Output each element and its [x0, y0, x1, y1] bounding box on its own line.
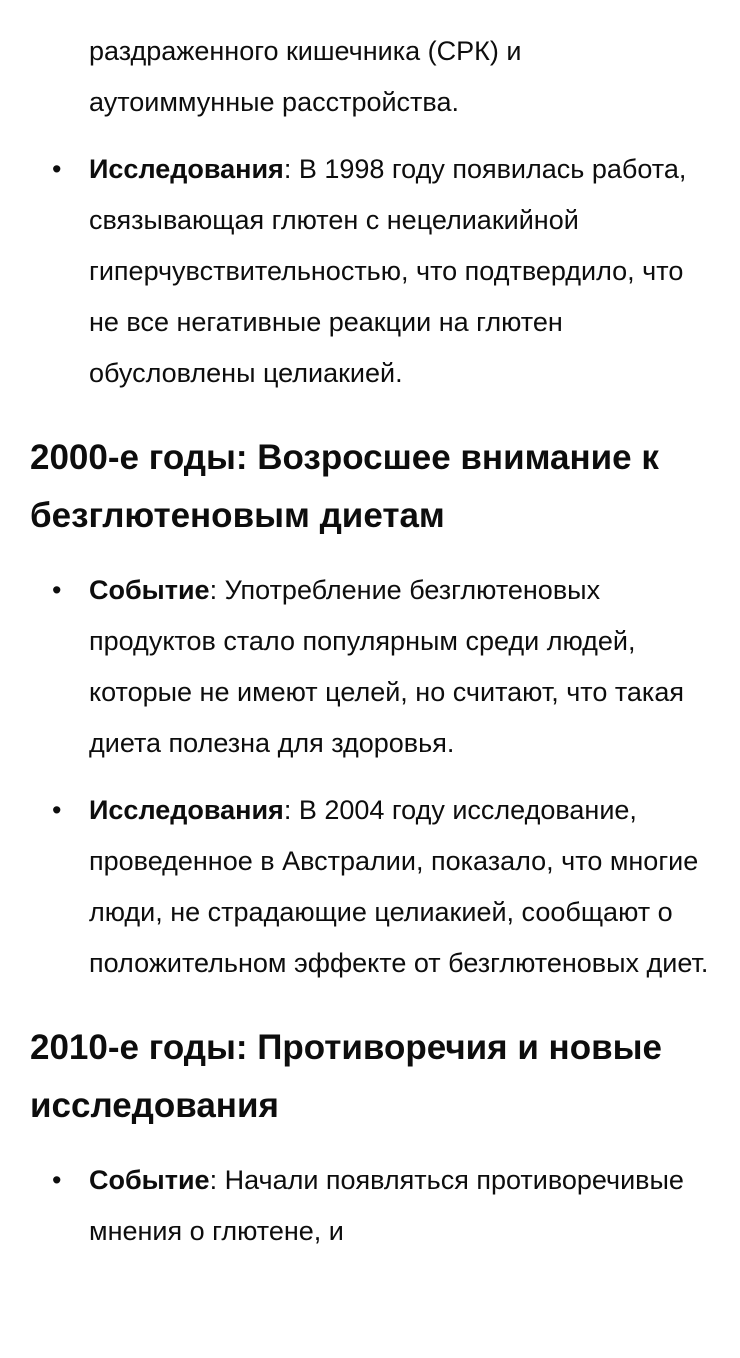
list-item-research-1998: [0, 144, 740, 399]
list-item-research-2004: [0, 785, 740, 989]
article-content: [0, 26, 740, 1273]
item-term: Исследования: [89, 154, 284, 184]
list-item-event-2010s: [0, 1155, 740, 1257]
bullet-list-2000s: [0, 565, 740, 989]
item-term: Событие: [89, 1165, 210, 1195]
section-heading-2010s: 2010-е годы: Противоречия и новые исследования: [30, 1028, 662, 1125]
item-term: Исследования: [89, 795, 284, 825]
bullet-icon: •: [52, 1165, 62, 1195]
item-term: Событие: [89, 575, 210, 605]
bullet-list-2010s: [0, 1155, 740, 1257]
bullet-icon: •: [52, 795, 62, 825]
section-heading-2000s: 2000-е годы: Возросшее внимание к безглютеновым диетам: [30, 438, 659, 535]
bullet-icon: •: [52, 575, 62, 605]
list-item-event-2000s: [0, 565, 740, 769]
item-text: : Начали появляться противоречивые мнения о глютене, и: [89, 1165, 684, 1246]
item-text: : В 1998 году появилась работа, связывающая глютен с нецелиакийной гиперчувствительностью, что подтвердило, что не все негативные реакции на глютен обусловлены целиакией.: [89, 154, 687, 388]
bullet-icon: •: [52, 154, 62, 184]
item-text: : Употребление безглютеновых продуктов стало популярным среди людей, которые не имеют целей, но считают, что такая диета полезна для здоровья.: [89, 575, 684, 758]
bullet-list-1990s: [0, 144, 740, 399]
item-text: : В 2004 году исследование, проведенное в Австралии, показало, что многие люди, не страдающие целиакией, сообщают о положительном эффекте от безглютеновых диет.: [89, 795, 709, 978]
continued-paragraph: раздраженного кишечника (СРК) и аутоиммунные расстройства.: [89, 36, 522, 117]
